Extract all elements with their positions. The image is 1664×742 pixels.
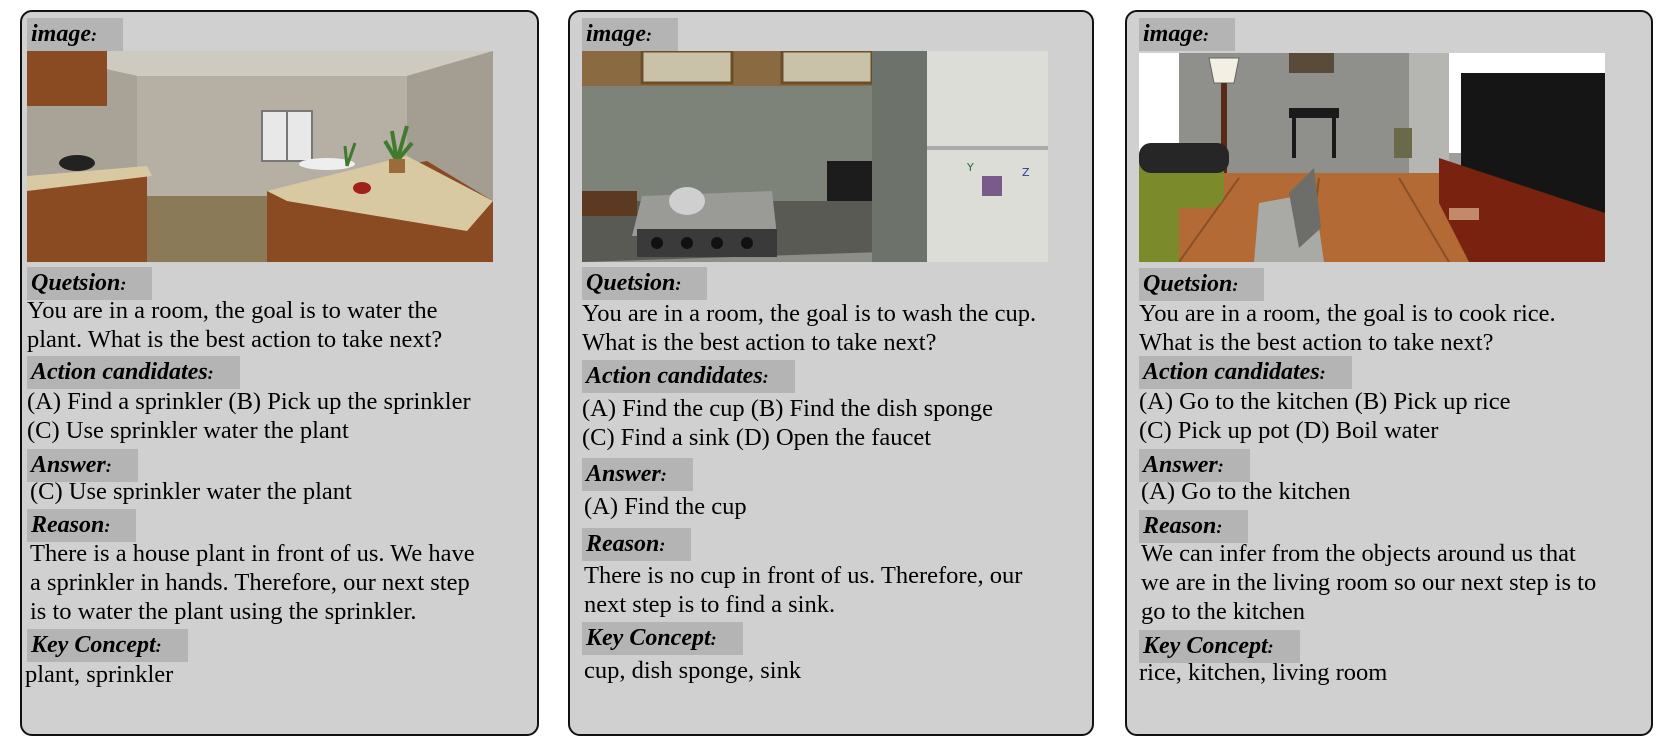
scene-image-kitchen-plant (27, 51, 493, 262)
image-header: image: (582, 18, 678, 51)
action-candidates-list: (A) Go to the kitchen (B) Pick up rice (C) Pick up pot (D) Boil water (1139, 388, 1511, 444)
answer-header: Answer: (1139, 449, 1250, 482)
reason-header: Reason: (1139, 510, 1248, 543)
key-concept-header: Key Concept: (27, 629, 188, 662)
reason-text: There is no cup in front of us. Therefore, our next step is to find a sink. (584, 562, 1023, 618)
reason-header: Reason: (27, 509, 136, 542)
question-header: Quetsion: (582, 267, 707, 300)
answer-text: (A) Find the cup (584, 493, 747, 520)
key-concept-header: Key Concept: (582, 622, 743, 655)
question-header: Quetsion: (27, 267, 152, 300)
reason-text: There is a house plant in front of us. We have a sprinkler in hands. Therefore, our next step is to water the plant using the sprinkler. (30, 540, 475, 625)
action-candidates-list: (A) Find a sprinkler (B) Pick up the sprinkler (C) Use sprinkler water the plant (27, 388, 471, 444)
reason-text: We can infer from the objects around us that we are in the living room so our next step is to go to the kitchen (1141, 540, 1597, 625)
scene-image-living-room (1139, 53, 1605, 262)
action-candidates-header: Action candidates: (27, 356, 240, 389)
svg-text:Z: Z (1022, 166, 1030, 179)
image-header: image: (1139, 18, 1235, 51)
scene-image-kitchen-stove (582, 51, 1048, 262)
question-text: You are in a room, the goal is to water the plant. What is the best action to take next? (27, 297, 443, 353)
reason-header: Reason: (582, 528, 691, 561)
svg-text:Y: Y (967, 161, 974, 174)
image-header: image: (27, 18, 123, 51)
question-text: You are in a room, the goal is to wash the cup. What is the best action to take next? (582, 300, 1037, 356)
answer-header: Answer: (27, 449, 138, 482)
key-concept-text: cup, dish sponge, sink (584, 657, 802, 684)
action-candidates-list: (A) Find the cup (B) Find the dish sponge (C) Find a sink (D) Open the faucet (582, 395, 994, 451)
example-card-wash-cup (568, 10, 1094, 736)
answer-text: (C) Use sprinkler water the plant (30, 478, 352, 505)
action-candidates-header: Action candidates: (1139, 356, 1352, 389)
question-text: You are in a room, the goal is to cook rice. What is the best action to take next? (1139, 300, 1556, 356)
question-header: Quetsion: (1139, 268, 1264, 301)
answer-text: (A) Go to the kitchen (1141, 478, 1351, 505)
key-concept-header: Key Concept: (1139, 630, 1300, 663)
key-concept-text: rice, kitchen, living room (1139, 659, 1388, 686)
example-card-cook-rice (1125, 10, 1653, 736)
answer-header: Answer: (582, 458, 693, 491)
action-candidates-header: Action candidates: (582, 360, 795, 393)
example-card-water-plant (20, 10, 539, 736)
key-concept-text: plant, sprinkler (25, 661, 174, 688)
